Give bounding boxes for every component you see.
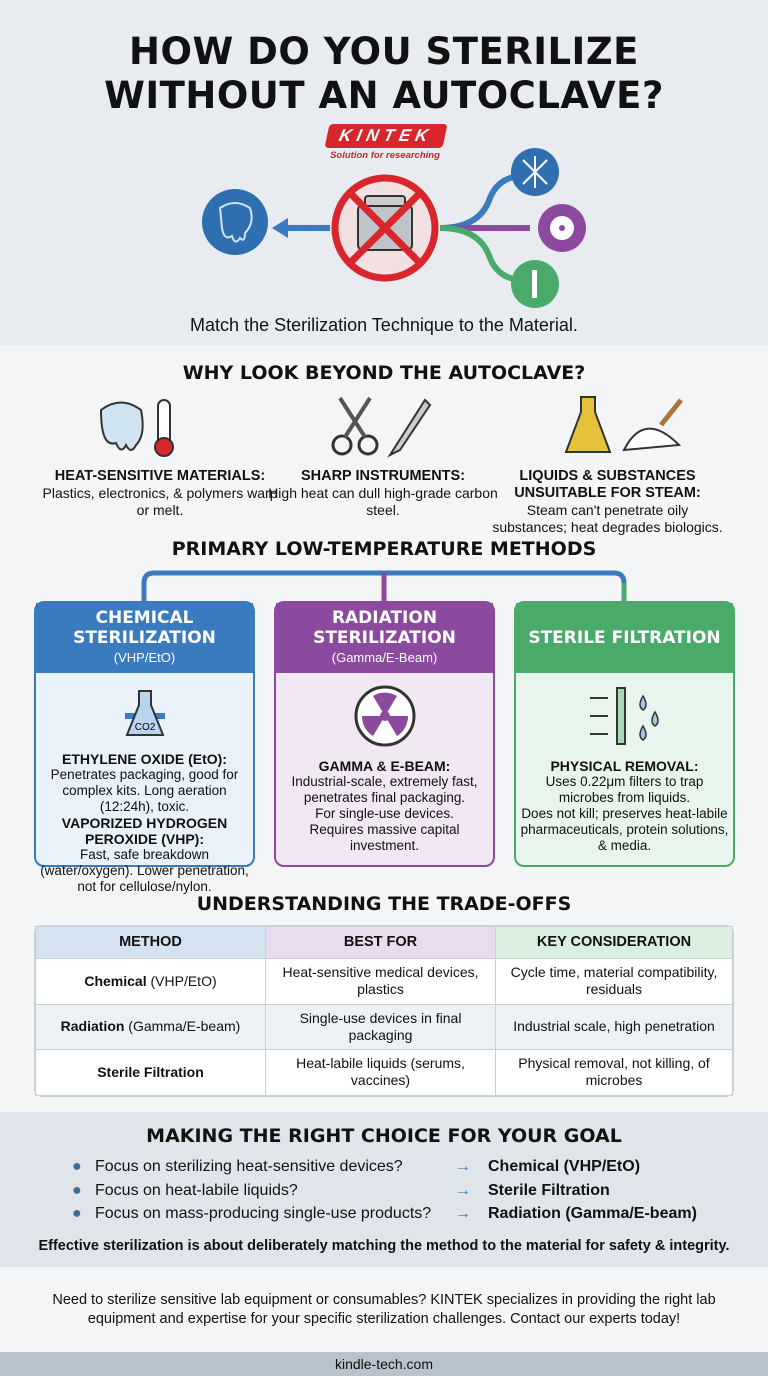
why-item-sharp-instruments: SHARP INSTRUMENTS: High heat can dull high-grade carbon steel. xyxy=(268,468,498,518)
table-row: Chemical (VHP/EtO) Heat-sensitive medical devices, plastics Cycle time, material compatibility, residuals xyxy=(36,959,733,1005)
melted-plastic-icon xyxy=(202,189,268,255)
goal-heading: MAKING THE RIGHT CHOICE FOR YOUR GOAL xyxy=(146,1125,622,1147)
table-header: METHOD BEST FOR KEY CONSIDERATION xyxy=(36,927,733,959)
scissors-scalpel-icon xyxy=(330,395,440,460)
cta-text: Need to sterilize sensitive lab equipment or consumables? KINTEK specializes in providing the right lab equipment and expertise for your specific sterilization challenges. Contact our experts today! xyxy=(52,1292,716,1327)
filter-droplets-icon xyxy=(516,673,733,758)
logo-tagline: Solution for researching xyxy=(330,150,440,161)
table-row: Sterile Filtration Heat-labile liquids (serums, vaccines) Physical removal, not killing, of microbes xyxy=(36,1050,733,1096)
flask-co2-icon xyxy=(36,673,253,758)
tradeoffs-table xyxy=(34,925,734,1097)
page-title: HOW DO YOU STERILIZE WITHOUT AN AUTOCLAVE? xyxy=(104,30,664,117)
goal-list xyxy=(72,1155,732,1226)
connector-lines xyxy=(0,565,768,605)
methods-heading: PRIMARY LOW-TEMPERATURE METHODS xyxy=(171,538,597,560)
no-autoclave-icon xyxy=(335,178,435,278)
liquid-powder-icon xyxy=(566,395,691,460)
tradeoffs-heading: UNDERSTANDING THE TRADE-OFFS xyxy=(196,893,572,915)
tagline: Match the Sterilization Technique to the Material. xyxy=(190,315,578,335)
hero-graphic xyxy=(190,160,580,310)
goal-item: ● Focus on heat-labile liquids? → Sterile Filtration xyxy=(72,1181,610,1199)
kintek-logo: KINTEK xyxy=(324,124,447,148)
radiation-icon xyxy=(276,673,493,758)
why-item-liquids: LIQUIDS & SUBSTANCES UNSUITABLE FOR STEAM: Steam can't penetrate oily substances; heat degrades biologics. xyxy=(492,468,723,535)
footer-url[interactable]: kindle-tech.com xyxy=(0,1352,768,1376)
why-heading: WHY LOOK BEYOND THE AUTOCLAVE? xyxy=(182,362,586,384)
card-radiation: RADIATION STERILIZATION (Gamma/E-Beam) GAMMA & E-BEAM: Industrial-scale, extremely fast, penetrates final packaging. For single-use devices. Requires massive capital investment. xyxy=(274,601,495,867)
arrow-left-icon xyxy=(272,218,330,238)
svg-text:CO2: CO2 xyxy=(134,721,155,733)
goal-item: ● Focus on sterilizing heat-sensitive devices? → Chemical (VHP/EtO) xyxy=(72,1158,641,1175)
card-chemical: CHEMICAL STERILIZATION (VHP/EtO) CO2 ETHYLENE OXIDE (EtO): Penetrates packaging, good for complex kits. Long aeration (12:24h), toxic. VAPORIZED HYDROGEN PEROXIDE (VHP): Fast, safe breakdown (water/oxygen). Lower penetration, not for cellulose/nylon. xyxy=(34,601,255,867)
goal-summary: Effective sterilization is about deliberately matching the method to the material for safety & integrity. xyxy=(38,1238,730,1254)
heat-sensitive-icon xyxy=(96,395,196,460)
branching-arrows-icon xyxy=(440,176,530,280)
card-filtration: STERILE FILTRATION PHYSICAL REMOVAL: Uses 0.22μm filters to trap microbes from liquids. Does not kill; preserves heat-labile pharmaceuticals, protein solutions, & media. xyxy=(514,601,735,867)
table-row: Radiation (Gamma/E-beam) Single-use devices in final packaging Industrial scale, high penetration xyxy=(36,1004,733,1050)
why-item-heat-sensitive: HEAT-SENSITIVE MATERIALS: Plastics, electronics, & polymers warp or melt. xyxy=(42,468,278,518)
goal-item: ● Focus on mass-producing single-use products? → Radiation (Gamma/E-beam) xyxy=(72,1205,697,1222)
